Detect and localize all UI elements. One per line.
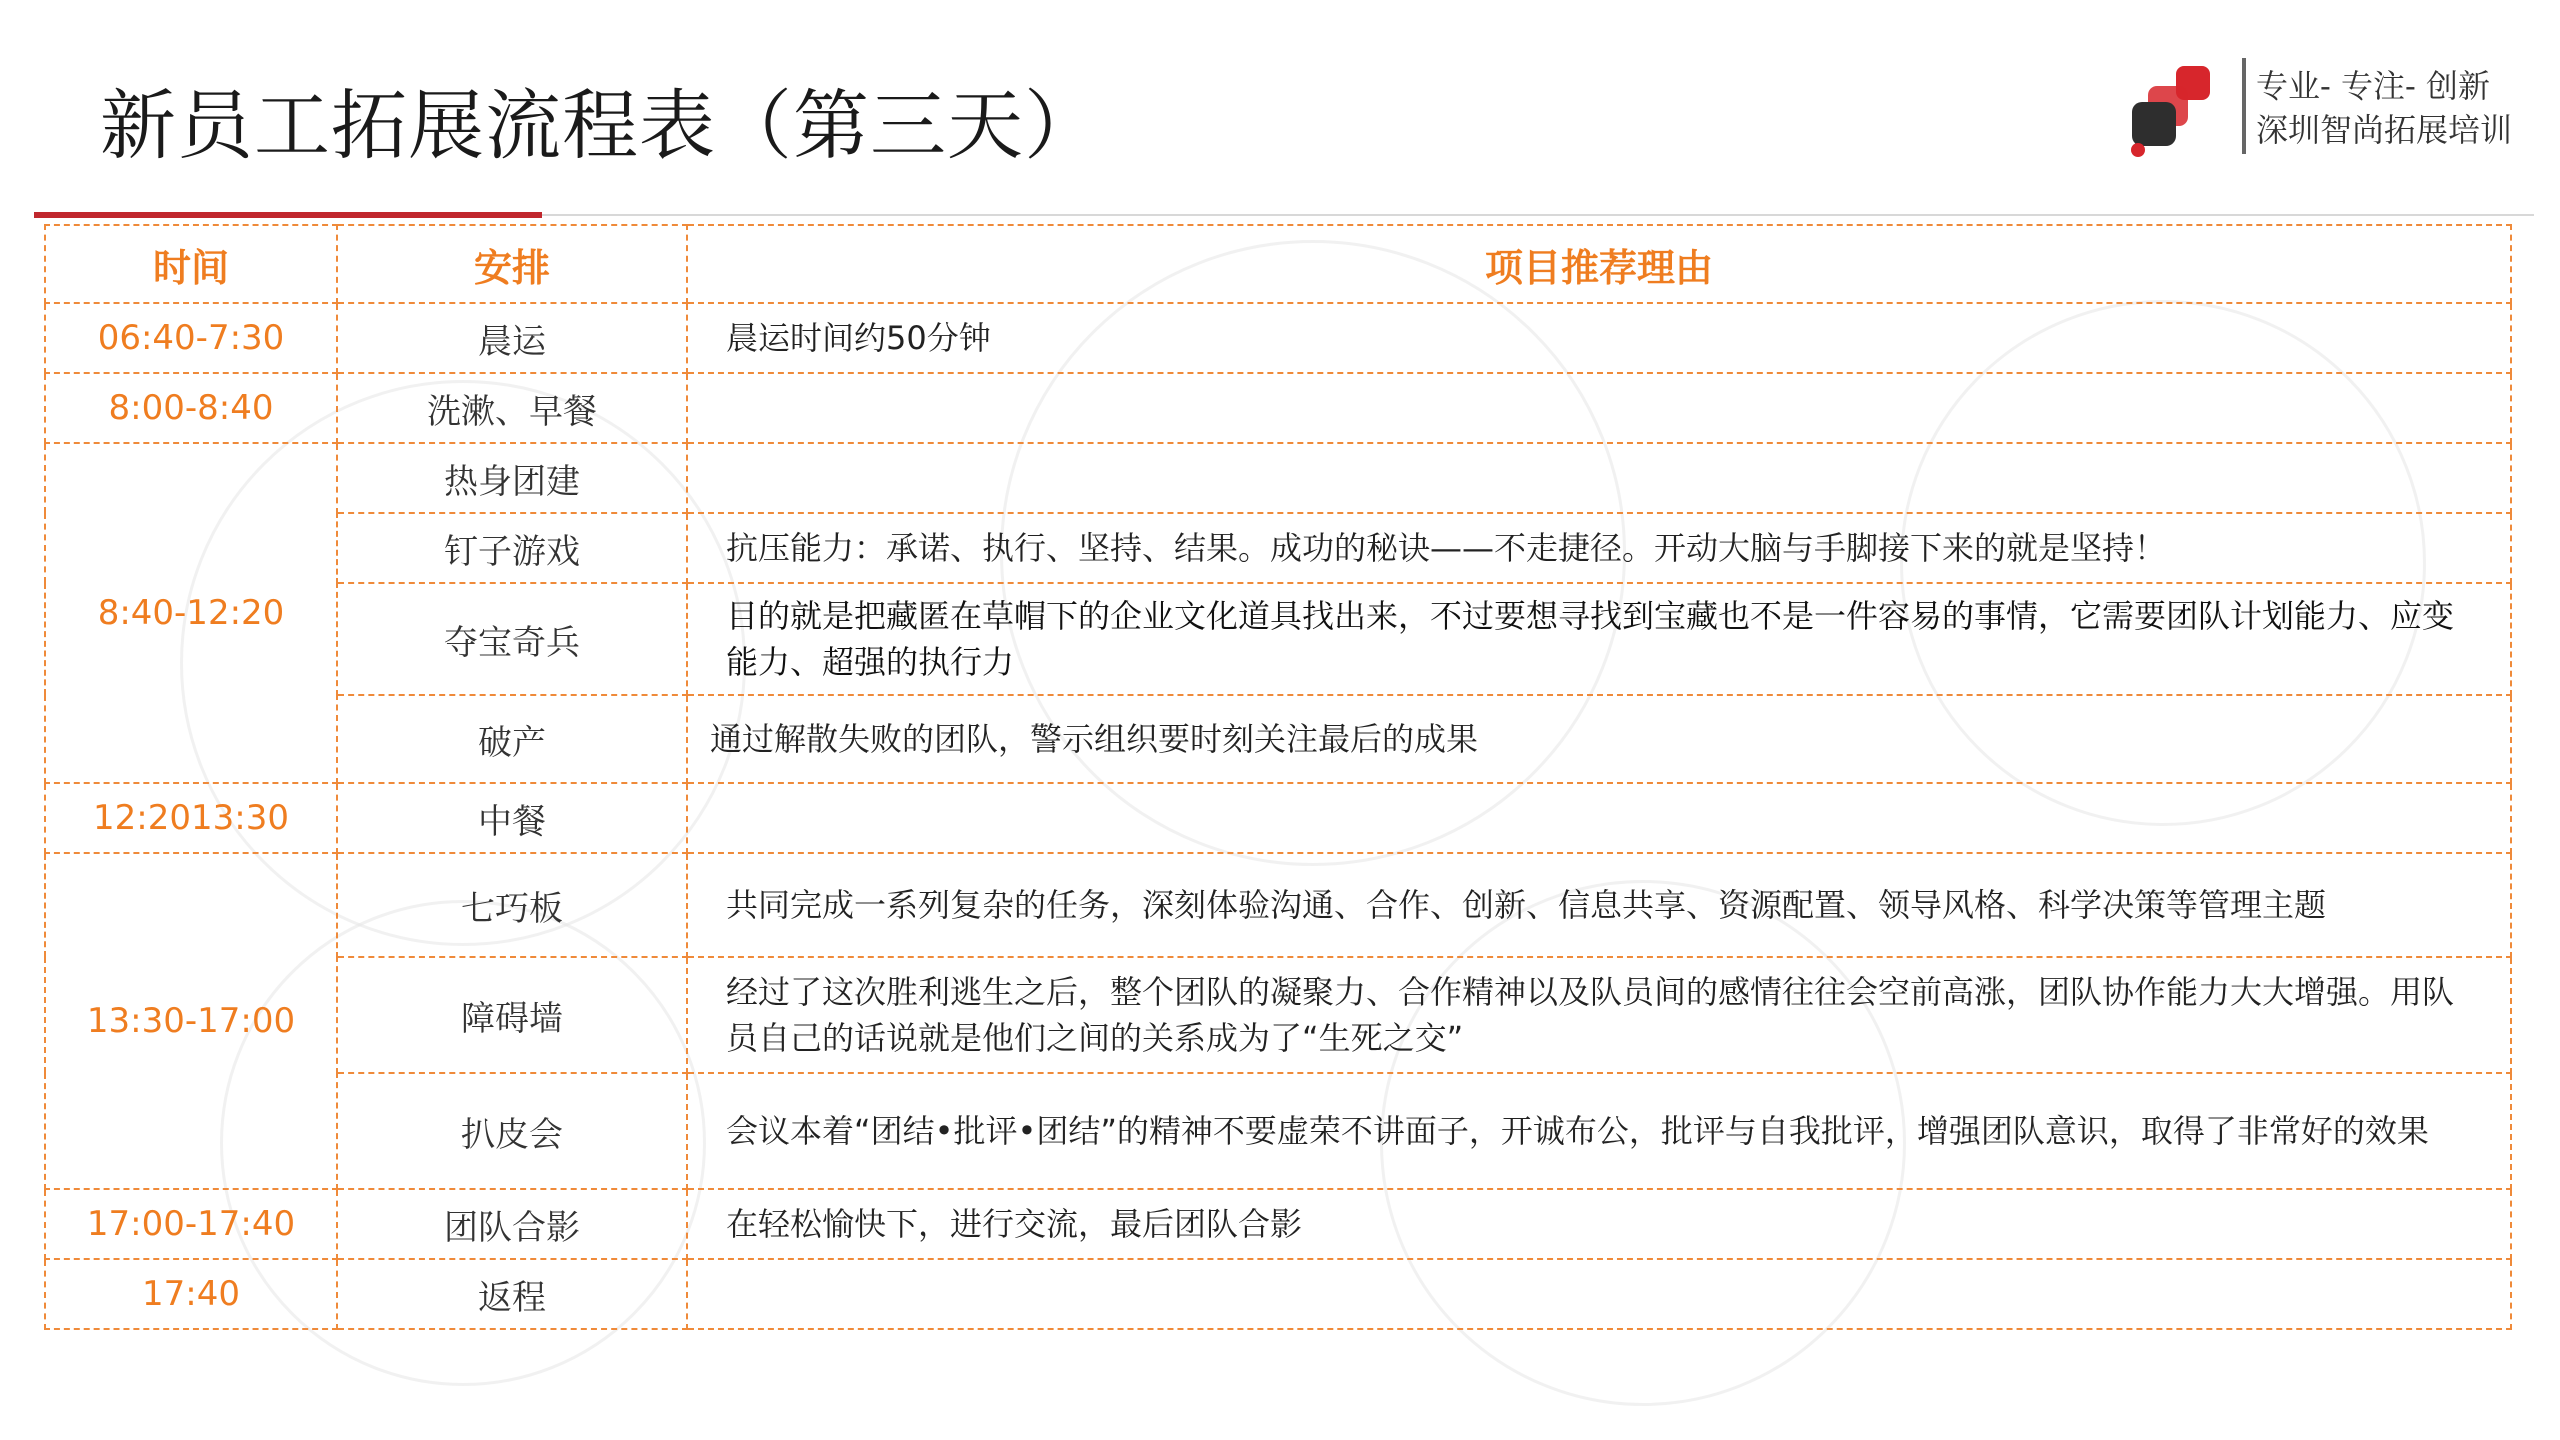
table-row [45, 303, 2511, 373]
item-cell: 扒皮会 [337, 1073, 687, 1189]
header-time: 时间 [45, 225, 337, 303]
item-cell: 洗漱、早餐 [337, 373, 687, 443]
time-cell: 17:00-17:40 [45, 1189, 337, 1259]
item-cell: 夺宝奇兵 [337, 583, 687, 695]
slogan-line-1: 专业- 专注- 创新 [2256, 67, 2490, 105]
item-cell: 团队合影 [337, 1189, 687, 1259]
reason-cell [687, 1259, 2511, 1329]
reason-cell: 抗压能力：承诺、执行、坚持、结果。成功的秘诀——不走捷径。开动大脑与手脚接下来的就是坚持！ [687, 513, 2511, 583]
time-cell: 13:30-17:00 [45, 853, 337, 1189]
reason-cell: 会议本着“团结•批评•团结”的精神不要虚荣不讲面子，开诚布公，批评与自我批评，增强团队意识，取得了非常好的效果 [687, 1073, 2511, 1189]
reason-cell [687, 373, 2511, 443]
time-cell: 8:00-8:40 [45, 373, 337, 443]
title-divider-accent [34, 212, 542, 218]
table-row [45, 1073, 2511, 1189]
table-row [45, 583, 2511, 695]
schedule-table [44, 224, 2512, 1330]
table-row [45, 695, 2511, 783]
header-item: 安排 [337, 225, 687, 303]
table-header-row [45, 225, 2511, 303]
reason-cell [687, 783, 2511, 853]
reason-cell: 在轻松愉快下，进行交流，最后团队合影 [687, 1189, 2511, 1259]
reason-cell [687, 443, 2511, 513]
reason-cell: 通过解散失败的团队，警示组织要时刻关注最后的成果 [687, 695, 2511, 783]
item-cell: 晨运 [337, 303, 687, 373]
item-cell: 中餐 [337, 783, 687, 853]
page-title: 新员工拓展流程表（第三天） [100, 81, 1101, 170]
table-row [45, 783, 2511, 853]
item-cell: 热身团建 [337, 443, 687, 513]
reason-cell: 目的就是把藏匿在草帽下的企业文化道具找出来，不过要想寻找到宝藏也不是一件容易的事情，它需要团队计划能力、应变能力、超强的执行力 [687, 583, 2511, 695]
table-row [45, 1189, 2511, 1259]
item-cell: 破产 [337, 695, 687, 783]
table-row [45, 1259, 2511, 1329]
table-row [45, 957, 2511, 1073]
table-row [45, 853, 2511, 957]
time-cell: 06:40-7:30 [45, 303, 337, 373]
table-row [45, 513, 2511, 583]
slogan [2256, 64, 2512, 152]
table-row [45, 443, 2511, 513]
zhishang-logo-icon [2118, 60, 2228, 160]
time-cell: 8:40-12:20 [45, 443, 337, 783]
item-cell: 钉子游戏 [337, 513, 687, 583]
item-cell: 返程 [337, 1259, 687, 1329]
time-cell: 12:2013:30 [45, 783, 337, 853]
time-cell: 17:40 [45, 1259, 337, 1329]
logo-divider [2242, 58, 2246, 154]
header-reason: 项目推荐理由 [687, 225, 2511, 303]
reason-cell: 经过了这次胜利逃生之后，整个团队的凝聚力、合作精神以及队员间的感情往往会空前高涨，团队协作能力大大增强。用队员自己的话说就是他们之间的关系成为了“生死之交” [687, 957, 2511, 1073]
reason-cell: 共同完成一系列复杂的任务，深刻体验沟通、合作、创新、信息共享、资源配置、领导风格、科学决策等管理主题 [687, 853, 2511, 957]
item-cell: 障碍墙 [337, 957, 687, 1073]
slogan-line-2: 深圳智尚拓展培训 [2256, 111, 2513, 149]
item-cell: 七巧板 [337, 853, 687, 957]
table-row [45, 373, 2511, 443]
reason-cell: 晨运时间约50分钟 [687, 303, 2511, 373]
